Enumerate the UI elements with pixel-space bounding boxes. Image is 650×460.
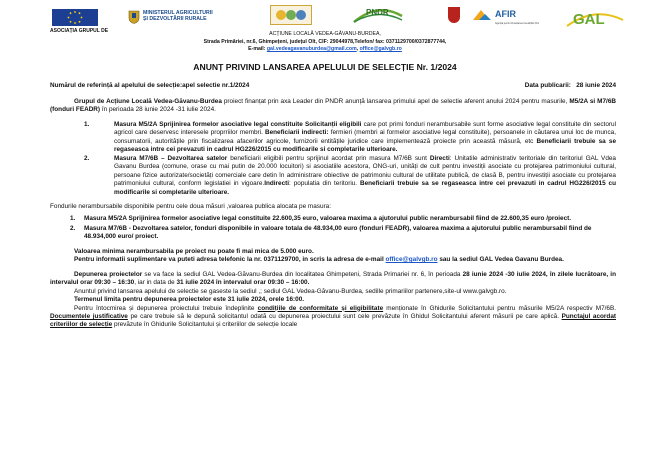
intro-paragraph — [50, 98, 616, 115]
email-separator: , — [356, 46, 360, 53]
pndr-label: PNDR — [366, 8, 389, 17]
min-value-paragraph — [50, 248, 616, 256]
intro-org: Grupul de Acțiune Locală Vedea-Găvanu-Burdea — [74, 98, 222, 105]
measure-2-direct: Directi — [429, 154, 450, 162]
letterhead-address — [0, 31, 650, 54]
measure-1-indirect-text: fermieri (membri ai formelor asociative legal constituite), persoanele in căutarea unui loc de munca, consumatorii, autoritățile prin fiscalizarea afacerilor agricole, furnizorii entitățile juridice care implementează proiecte prin această măsură, etc — [114, 129, 616, 145]
eu-stars-icon — [52, 9, 98, 26]
measure-2-hg: Beneficiarii trebuie sa se regaseasca intre cei prevazuti in cadrul HG226/2015 cu modificarile si completarile ulterioare. — [114, 180, 616, 196]
afir-sub: Agenția pentru Finanțarea Investițiilor Rurale — [495, 22, 539, 25]
fund-item-2 — [70, 225, 616, 242]
ministry-crest-icon — [128, 10, 140, 24]
measure-number: 1. — [84, 120, 90, 128]
deadline-paragraph — [50, 296, 616, 304]
intro-measures: M5/2A si M7/6B (fonduri FEADR) — [50, 98, 616, 114]
email-link-gmail[interactable]: gal.vedeagavanuburdea@gmail.com — [266, 46, 357, 53]
publication-date — [525, 82, 616, 90]
deposit-label: Depunerea proiectelor — [74, 270, 143, 278]
contact-paragraph — [50, 256, 616, 264]
address-line: Strada Primăriei, nr.6, Ghimpețeni, județul Olt, CIF: 29044978,Telefon/ fax: 0371129700/0372877744, — [203, 38, 447, 45]
document-body — [50, 98, 616, 330]
email-prefix: E-mail: — [248, 46, 267, 53]
deposit-block — [50, 271, 616, 330]
measure-number: 2. — [84, 154, 90, 162]
measure-1-eligible: Solicitanții eligibili — [304, 120, 362, 128]
ministry-line2: ȘI DEZVOLTĂRII RURALE — [143, 15, 207, 22]
measure-1-indirect: Beneficiarii indirecti: — [264, 129, 329, 137]
closing-e: pe care trebuie să le depună solicitantul odată cu depunerea proiectului sunt cele prevăzute în Ghidul Solicitantului aferent măsurii pe care aplică. — [127, 312, 562, 320]
deposit-period: 28 iunie 2024 -30 iulie 2024, în zilele lucrătoare, in intervalul orar 09:30 – 16:30 — [50, 270, 616, 287]
contact-text-a: Pentru informatii suplimentare va puteti adresa telefonic la nr. 0371129700, in scris la adresa de e-mail — [74, 256, 386, 264]
eu-flag-logo — [52, 9, 98, 26]
email-line — [0, 46, 650, 54]
fund-item-1 — [70, 215, 616, 223]
funds-list — [70, 215, 616, 241]
reference-number: Numărul de referință al apelului de selecție:apel selectie nr.1/2024 — [50, 82, 250, 89]
deadline-text: Termenul limita pentru depunerea proiectelor este 31 iulie 2024, orele 16:00. — [74, 296, 305, 304]
ministry-logo-text — [143, 11, 213, 23]
deposit-paragraph — [50, 271, 616, 288]
reference-line — [50, 82, 616, 90]
contact-text-b: sau la sediul GAL Vedea Gavanu Burdea. — [437, 256, 564, 264]
intro-text: proiect finanțat prin axa Leader din PNDR anunță lansarea primului apel de selectie aferent anului 2024 pentru masurile, — [221, 98, 570, 105]
closing-c: menționate în Ghidurile Solicitantului pentru măsurile M5/2A respectiv M7/6B. — [383, 304, 616, 312]
fund-2-text: Masura M7/6B - Dezvoltarea satelor, fonduri disponibile in valoare totala de 48.934,00 euro (fonduri FEADR), valoarea maxima a ajutorului public nerambursabil fiind de 48.934,000 euro/ proiect. — [84, 224, 592, 241]
measures-list — [84, 121, 616, 197]
contact-email-link[interactable]: office@galvgb.ro — [385, 256, 438, 264]
gal-logo — [563, 4, 627, 30]
closing-conditions: condițiile de conformitate și eligibilitate — [257, 304, 384, 312]
afir-label: AFIR — [495, 9, 516, 19]
afir-logo — [471, 6, 539, 28]
intro-period: în perioada 28 iunie 2024 -31 iulie 2024. — [100, 106, 216, 114]
ministry-line1: MINISTERUL AGRICULTURII — [143, 10, 213, 16]
measure-1-hg: Beneficiarii trebuie sa se regaseasca intre cei prevazuti in cadrul HG226/2015 cu modificarile si completarile ulterioare. — [114, 137, 616, 154]
pndr-logo — [352, 4, 404, 24]
closing-documents: Documentele justificative — [50, 312, 128, 320]
measure-item-2 — [84, 155, 616, 197]
org-name-line: ACȚIUNE LOCALĂ VEDEA-GĂVANU-BURDEA, — [269, 31, 381, 37]
info-block — [50, 248, 616, 265]
measure-1-title: Masura M5/2A Sprijinirea formelor asociative legal constituite — [114, 120, 305, 128]
measure-item-1 — [84, 121, 616, 155]
gal-label: GAL — [573, 11, 605, 28]
min-value-text: Valoarea minima nerambursabila pe proiect nu poate fi mai mica de 5.000 euro. — [74, 247, 314, 255]
deposit-text: se va face la sediul GAL Vedea-Găvanu-Burdea din localitatea Ghimpeteni, Strada Primariei nr. 6, în perioada — [142, 270, 463, 278]
deposit-and: , iar in data de — [134, 279, 177, 287]
measure-2-text: beneficiarii eligibili pentru sprijinul acordat prin masura M7/6B sunt — [227, 154, 430, 162]
publication-date-label: Data publicarii: — [524, 82, 571, 89]
measure-2-indirect-text: : populatia din teritoriu. — [289, 180, 360, 188]
fund-1-text: Masura M5/2A Sprijinirea formelor asociative legal constituite 22.600,35 euro, valoarea maxima a ajutorului public nerambursabil fiind de 22.600,35 euro /proiect. — [84, 215, 572, 223]
email-link-office[interactable]: office@galvgb.ro — [359, 46, 402, 53]
coat-of-arms-icon — [448, 7, 460, 23]
closing-a: Pentru întocmirea și depunerea proiectului trebuie îndeplinite — [74, 304, 258, 312]
funds-intro: Fondurile nerambursabile disponibile pentru cele doua măsuri ,valoarea publica alocata pe masura: — [50, 202, 331, 210]
measure-1-text: care pot primi fonduri nerambursabile sunt forme asociative legal constituite din sectorul agricol care deservesc interesele proprriilor membri. — [114, 120, 616, 137]
document-title: ANUNȚ PRIVIND LANSAREA APELULUI DE SELECȚIE Nr. 1/2024 — [193, 62, 457, 72]
deposit-last-day: 31 iulie 2024 în intervalul orar 09:30 – 16:00. — [176, 279, 310, 287]
announcement-location: Anuntul privind lansarea apelului de selectie se gaseste la sediul ,; sediul GAL Vedea-Găvanu-Burdea, sedille primariilor partenere,site-ul www.galvgb.ro. — [74, 287, 507, 295]
leader-logo — [270, 5, 312, 25]
fund-number: 2. — [70, 224, 76, 232]
closing-criteria: Punctajul acordat criteriilor de selecție — [50, 312, 616, 329]
measure-2-title: Masura M7/6B – Dezvoltarea satelor — [114, 154, 228, 162]
closing-g: prevăzute în Ghidurile Solicitantului și criteriilor de selecție locale — [112, 321, 298, 329]
eu-label: ASOCIAȚIA GRUPUL DE — [50, 28, 109, 34]
measure-2-indirect: Indirecti — [264, 180, 290, 188]
publication-date-value: 28 iunie 2024 — [576, 82, 616, 89]
closing-paragraph — [50, 305, 616, 330]
measure-2-direct-text: : Unitatile administrativ teritoriale din teritoriul GAL Vdea Gavanu Burdea (comune, orase cu mai putin de 20.000 locuitori) si asociatiile acestora, ONG-uri, unități de cult pentru investiții asociate cu protejarea patrimoniului cultural, persoane fizice autorizate/societăți comerciale care detin în administrare obiective de patrimoniu cultural de utilitate publică, de clasă B, pentru investiții asociate cu protejarea patrimoniului cultural, conform legislatiei in vigoare. — [114, 154, 616, 188]
fund-number: 1. — [70, 215, 76, 223]
